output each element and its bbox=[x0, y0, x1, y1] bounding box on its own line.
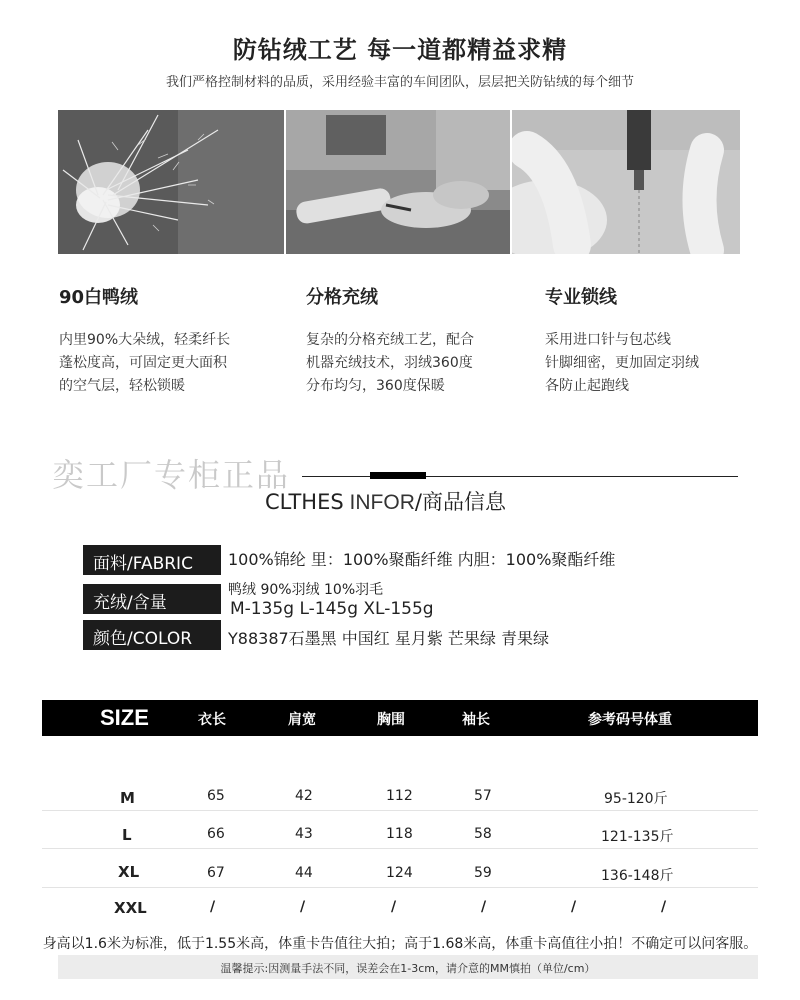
size-xxl: XXL bbox=[114, 899, 147, 917]
table-cell: 59 bbox=[474, 865, 492, 881]
table-cell: 57 bbox=[474, 788, 492, 804]
table-cell: 67 bbox=[207, 865, 225, 881]
section-title: 防钻绒工艺 每一道都精益求精 bbox=[232, 36, 568, 64]
feature-desc-grid-filling: 复杂的分格充绒工艺，配合 机器充绒技术，羽绒360度 分布均匀，360度保暖 bbox=[306, 332, 474, 394]
table-cell: / bbox=[300, 899, 306, 915]
table-cell: 43 bbox=[295, 826, 313, 842]
feature-desc-duck-down: 内里90%大朵绒，轻柔纤长 蓬松度高，可固定更大面积 的空气层，轻松锁暖 bbox=[59, 332, 231, 394]
table-cell: 136-148斤 bbox=[601, 868, 674, 884]
sizing-note: 身高以1.6米为标准，低于1.55米高，体重卡告值往大拍；高于1.68米高，体重卡高值往小拍！不确定可以问客服。 bbox=[42, 936, 758, 952]
table-cell: 112 bbox=[386, 788, 413, 804]
product-info-heading bbox=[265, 486, 506, 516]
filling-weights: M-135g L-145g XL-155g bbox=[230, 599, 434, 619]
table-cell: / bbox=[661, 899, 667, 915]
filling-value: 鸭绒 90%羽绒 10%羽毛 bbox=[228, 582, 384, 598]
table-cell: 124 bbox=[386, 865, 413, 881]
heading-en: CLTHES bbox=[265, 490, 344, 514]
divider-accent bbox=[370, 472, 426, 479]
table-cell: / bbox=[481, 899, 487, 915]
measurement-tip bbox=[58, 955, 758, 979]
header-length: 衣长 bbox=[198, 712, 226, 728]
tip-text: 温馨提示:因测量手法不同，误差会在1-3cm，请介意的MM慎拍（单位/cm） bbox=[220, 962, 596, 975]
stitching-photo bbox=[512, 110, 740, 254]
table-cell: / bbox=[571, 899, 577, 915]
feature-desc-stitching: 采用进口针与包芯线 针脚细密，更加固定羽绒 各防止起跑线 bbox=[545, 332, 699, 394]
size-label: SIZE bbox=[100, 705, 149, 730]
divider-line bbox=[302, 476, 738, 477]
table-cell: 44 bbox=[295, 865, 313, 881]
feature-title-grid-filling: 分格充绒 bbox=[306, 287, 378, 308]
size-xl: XL bbox=[118, 863, 140, 881]
heading-cn: /商品信息 bbox=[414, 490, 506, 514]
row-divider bbox=[42, 810, 758, 811]
table-cell: 65 bbox=[207, 788, 225, 804]
header-shoulder: 肩宽 bbox=[288, 712, 316, 728]
header-weight: 参考码号体重 bbox=[588, 712, 672, 728]
watermark-text: 奕工厂专柜正品 bbox=[52, 456, 291, 494]
header-sleeve: 袖长 bbox=[462, 712, 490, 728]
table-cell: 118 bbox=[386, 826, 413, 842]
size-m: M bbox=[120, 789, 135, 807]
color-value: Y88387石墨黑 中国红 星月紫 芒果绿 青果绿 bbox=[228, 629, 550, 648]
heading-en2: INFOR bbox=[343, 491, 415, 514]
header-chest: 胸围 bbox=[377, 712, 405, 728]
fabric-value: 100%锦纶 里：100%聚酯纤维 内胆：100%聚酯纤维 bbox=[228, 550, 616, 569]
table-cell: / bbox=[391, 899, 397, 915]
row-divider bbox=[42, 887, 758, 888]
filling-label: 充绒/含量 bbox=[83, 584, 221, 614]
table-cell: 121-135斤 bbox=[601, 829, 674, 845]
table-cell: 95-120斤 bbox=[604, 791, 668, 807]
table-cell: 42 bbox=[295, 788, 313, 804]
row-divider bbox=[42, 848, 758, 849]
filling-process-photo bbox=[286, 110, 510, 254]
size-l: L bbox=[122, 826, 132, 844]
feature-title-duck-down: 90白鸭绒 bbox=[59, 287, 139, 308]
down-feather-photo bbox=[58, 110, 284, 254]
size-table-header bbox=[42, 700, 758, 736]
table-cell: 66 bbox=[207, 826, 225, 842]
table-cell: 58 bbox=[474, 826, 492, 842]
table-cell: / bbox=[210, 899, 216, 915]
feature-title-stitching: 专业锁线 bbox=[545, 287, 617, 308]
section-subtitle: 我们严格控制材料的品质，采用经验丰富的车间团队，层层把关防钻绒的每个细节 bbox=[165, 75, 634, 90]
fabric-label: 面料/FABRIC bbox=[83, 545, 221, 575]
color-label: 颜色/COLOR bbox=[83, 620, 221, 650]
